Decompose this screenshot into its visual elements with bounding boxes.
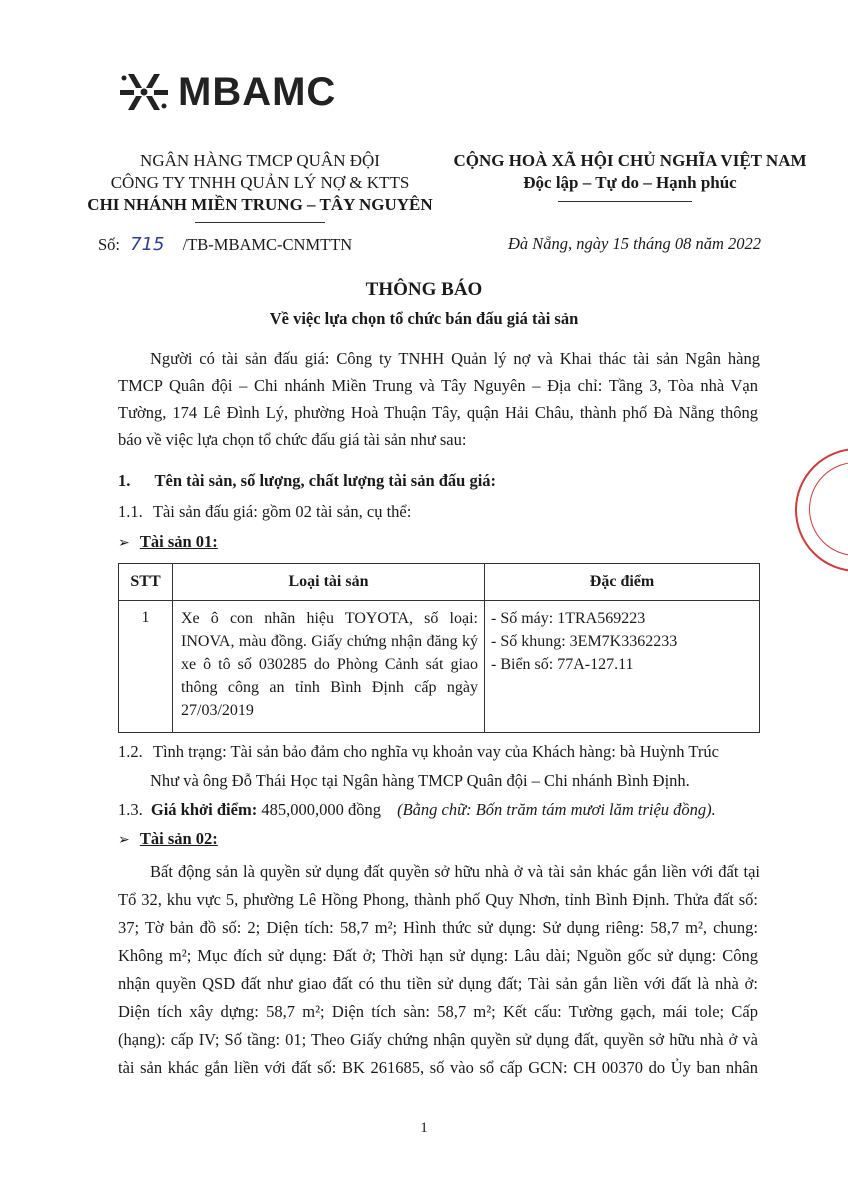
- arrow-bullet-icon: ➢: [118, 535, 130, 551]
- asset-2-line: tài sản khác gắn liền với đất số: BK 261685, số vào sổ cấp GCN: CH 00370 do Ủy ban nhân: [118, 1058, 758, 1077]
- starting-price-label: Giá khởi điểm:: [150, 800, 258, 819]
- starting-price-words: (Bằng chữ: Bốn trăm tám mươi lăm triệu đồng).: [397, 800, 716, 819]
- national-motto: Độc lập – Tự do – Hạnh phúc: [523, 173, 737, 192]
- date-line: Đà Nẵng, ngày 15 tháng 08 năm 2022: [508, 234, 761, 253]
- section-1-2-line2: Như và ông Đỗ Thái Học tại Ngân hàng TMCP Quân đội – Chi nhánh Bình Định.: [150, 771, 690, 790]
- intro-line: TMCP Quân đội – Chi nhánh Miền Trung và Tây Nguyên – Địa chỉ: Tầng 3, Tòa nhà Vạn: [118, 376, 758, 395]
- red-stamp-seal: [795, 448, 848, 572]
- reference-label: Số:: [98, 235, 121, 254]
- motto-underline: [558, 201, 692, 202]
- section-1-heading: [118, 471, 496, 491]
- cell-stt: 1: [119, 601, 173, 733]
- column-header-asset-type: Loại tài sản: [173, 564, 485, 601]
- column-header-stt: STT: [119, 564, 173, 601]
- section-1-1: [118, 502, 411, 522]
- reference-handwritten-number: 715: [130, 234, 165, 255]
- issuer-bank: NGÂN HÀNG TMCP QUÂN ĐỘI: [140, 151, 380, 170]
- asset-2-line: Không m²; Mục đích sử dụng: Đất ở; Thời hạn sử dụng: Lâu dài; Nguồn gốc sử dụng: Công: [118, 946, 758, 965]
- section-1-3-number: 1.3.: [118, 800, 143, 819]
- logo-text: MBAMC: [178, 69, 337, 114]
- section-1-3: [118, 800, 716, 820]
- intro-line: báo về việc lựa chọn tổ chức đấu giá tài sản như sau:: [118, 430, 467, 449]
- section-1-number: 1.: [118, 471, 131, 490]
- stamp-inner-ring: [809, 462, 848, 556]
- starting-price-value: 485,000,000 đồng: [261, 800, 381, 819]
- star-burst-logo-icon: [118, 70, 170, 114]
- national-header: [430, 150, 830, 194]
- feature-engine-number: - Số máy: 1TRA569223: [491, 610, 646, 627]
- feature-chassis-number: - Số khung: 3EM7K3362233: [491, 633, 678, 650]
- section-1-1-number: 1.1.: [118, 502, 143, 521]
- feature-plate-number: - Biển số: 77A-127.11: [491, 656, 634, 673]
- intro-line: Người có tài sản đấu giá: Công ty TNHH Quản lý nợ và Khai thác tài sản Ngân hàng: [150, 349, 760, 368]
- asset-2-line: nhận quyền QSD đất như giao đất có thu tiền sử dụng đất; Tài sản gắn liền với đất là nhà ở:: [118, 974, 758, 993]
- company-logo: [118, 68, 336, 116]
- asset-2-line: 37; Tờ bản đồ số: 2; Diện tích: 58,7 m²; Hình thức sử dụng: Sử dụng riêng: 58,7 m², chung:: [118, 918, 758, 937]
- asset-2-line: Diện tích xây dựng: 58,7 m²; Diện tích sàn: 58,7 m²; Kết cấu: Tường gạch, mái tole; Cấp: [118, 1002, 758, 1021]
- column-header-features: Đặc điểm: [485, 564, 760, 601]
- reference-number: [98, 234, 352, 255]
- issuer-header: [70, 150, 450, 216]
- asset-2-label: Tài sản 02:: [139, 829, 218, 848]
- intro-line: Tường, 174 Lê Đình Lý, phường Hoà Thuận Tây, quận Hải Châu, thành phố Đà Nẵng thông: [118, 403, 758, 422]
- issuer-branch: CHI NHÁNH MIỀN TRUNG – TÂY NGUYÊN: [87, 195, 433, 214]
- table-row: [119, 601, 760, 733]
- asset-table: [118, 563, 760, 733]
- section-1-2-line1: Tình trạng: Tài sản bảo đảm cho nghĩa vụ khoản vay của Khách hàng: bà Huỳnh Trúc: [152, 742, 719, 761]
- asset-1-label: Tài sản 01:: [139, 532, 218, 551]
- issuer-company: CÔNG TY TNHH QUẢN LÝ NỢ & KTTS: [110, 173, 410, 192]
- section-1-2-number: 1.2.: [118, 742, 143, 761]
- section-1-1-text: Tài sản đấu giá: gồm 02 tài sản, cụ thể:: [152, 502, 412, 521]
- table-header-row: [119, 564, 760, 601]
- document-title: THÔNG BÁO: [365, 279, 483, 300]
- asset-2-line: (hạng): cấp IV; Số tầng: 01; Theo Giấy chứng nhận quyền sử dụng đất, quyền sở hữu nhà ở và: [118, 1030, 758, 1049]
- section-1-title: Tên tài sản, số lượng, chất lượng tài sản đấu giá:: [154, 471, 497, 490]
- arrow-bullet-icon: ➢: [118, 832, 130, 848]
- cell-asset-description: Xe ô con nhãn hiệu TOYOTA, số loại: INOVA, màu đồng. Giấy chứng nhận đăng ký xe ô tô số 030285 do Phòng Cảnh sát giao thông công an tỉnh Bình Định cấp ngày 27/03/2019: [173, 601, 485, 733]
- reference-suffix: /TB-MBAMC-CNMTTN: [182, 235, 353, 254]
- national-title: CỘNG HOÀ XÃ HỘI CHỦ NGHĨA VIỆT NAM: [453, 151, 807, 170]
- asset-2-line: Bất động sản là quyền sử dụng đất quyền sở hữu nhà ở và tài sản khác gắn liền với đất tại: [150, 862, 760, 881]
- section-1-2: [118, 742, 719, 762]
- document-subtitle: Về việc lựa chọn tổ chức bán đấu giá tài sản: [269, 309, 579, 328]
- asset-1-heading: [118, 532, 218, 552]
- cell-features: [485, 601, 760, 733]
- issuer-underline: [195, 222, 325, 223]
- asset-2-heading: [118, 829, 218, 849]
- page-number: 1: [420, 1120, 428, 1136]
- asset-2-line: Tổ 32, khu vực 5, phường Lê Hồng Phong, thành phố Quy Nhơn, tỉnh Bình Định. Thửa đất số:: [118, 890, 758, 909]
